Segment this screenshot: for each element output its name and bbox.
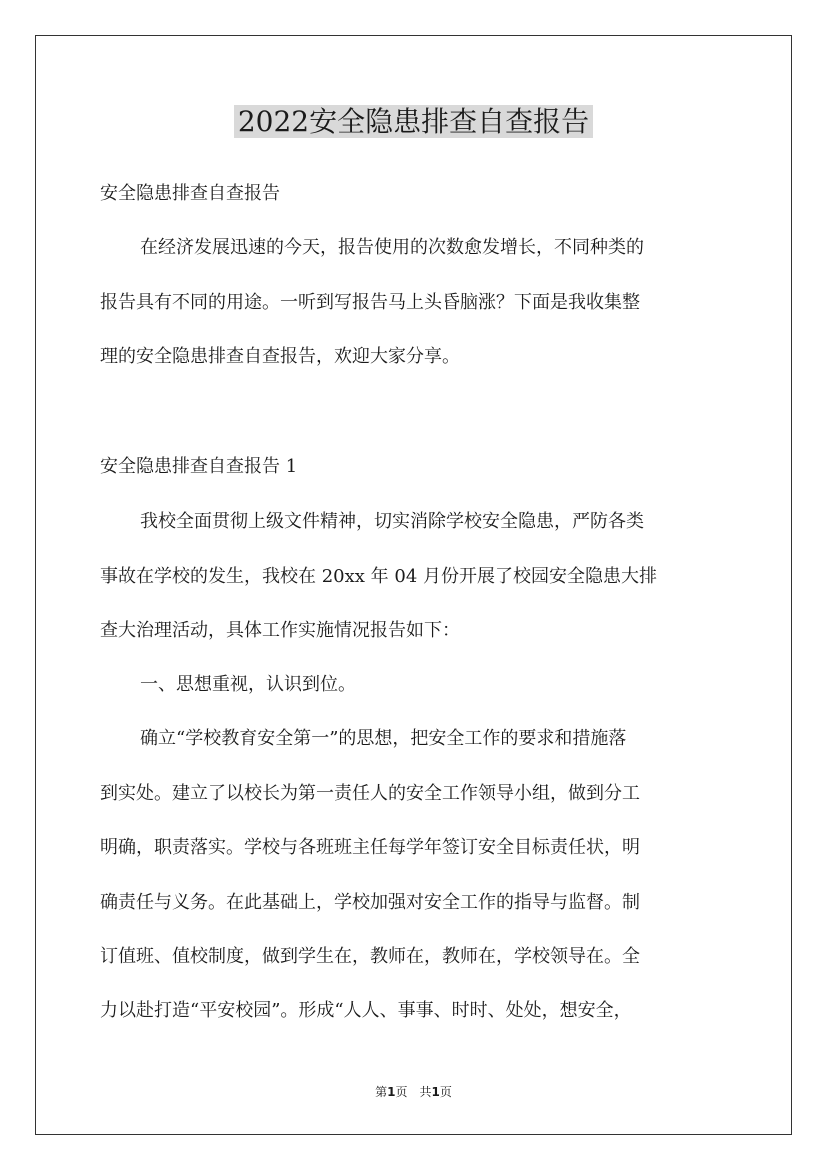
page-footer <box>0 1084 827 1100</box>
section2-line-2: 到实处。建立了以校长为第一责任人的安全工作领导小组，做到分工 <box>100 783 640 804</box>
intro-line-3: 理的安全隐患排查自查报告，欢迎大家分享。 <box>100 346 460 367</box>
intro-line-2: 报告具有不同的用途。一听到写报告马上头昏脑涨？下面是我收集整 <box>100 292 640 313</box>
section1-line-2: 事故在学校的发生，我校在 20xx 年 04 月份开展了校园安全隐患大排 <box>100 566 657 587</box>
section1-line-3: 查大治理活动，具体工作实施情况报告如下： <box>100 620 460 641</box>
footer-total-pages: 1 <box>431 1085 440 1099</box>
footer-page-number: 1 <box>387 1085 396 1099</box>
heading-one: 一、思想重视，认识到位。 <box>140 674 356 695</box>
intro-line-1: 在经济发展迅速的今天，报告使用的次数愈发增长，不同种类的 <box>140 237 644 258</box>
section1-line-1: 我校全面贯彻上级文件精神，切实消除学校安全隐患，严防各类 <box>140 511 644 532</box>
section2-line-1: 确立“学校教育安全第一”的思想，把安全工作的要求和措施落 <box>140 728 627 749</box>
section2-line-6: 力以赴打造“平安校园”。形成“人人、事事、时时、处处，想安全， <box>100 1000 632 1021</box>
footer-prefix: 第 <box>375 1085 388 1099</box>
document-subtitle: 安全隐患排查自查报告 <box>100 183 280 204</box>
footer-mid: 页 共 <box>395 1085 432 1099</box>
section2-line-4: 确责任与义务。在此基础上，学校加强对安全工作的指导与监督。制 <box>100 892 640 913</box>
footer-suffix: 页 <box>439 1085 452 1099</box>
section2-line-3: 明确，职责落实。学校与各班班主任每学年签订安全目标责任状，明 <box>100 837 640 858</box>
section-heading: 安全隐患排查自查报告 1 <box>100 456 298 477</box>
document-title <box>0 100 827 144</box>
document-title-text: 2022安全隐患排查自查报告 <box>234 105 593 138</box>
section2-line-5: 订值班、值校制度，做到学生在，教师在，教师在，学校领导在。全 <box>100 946 640 967</box>
